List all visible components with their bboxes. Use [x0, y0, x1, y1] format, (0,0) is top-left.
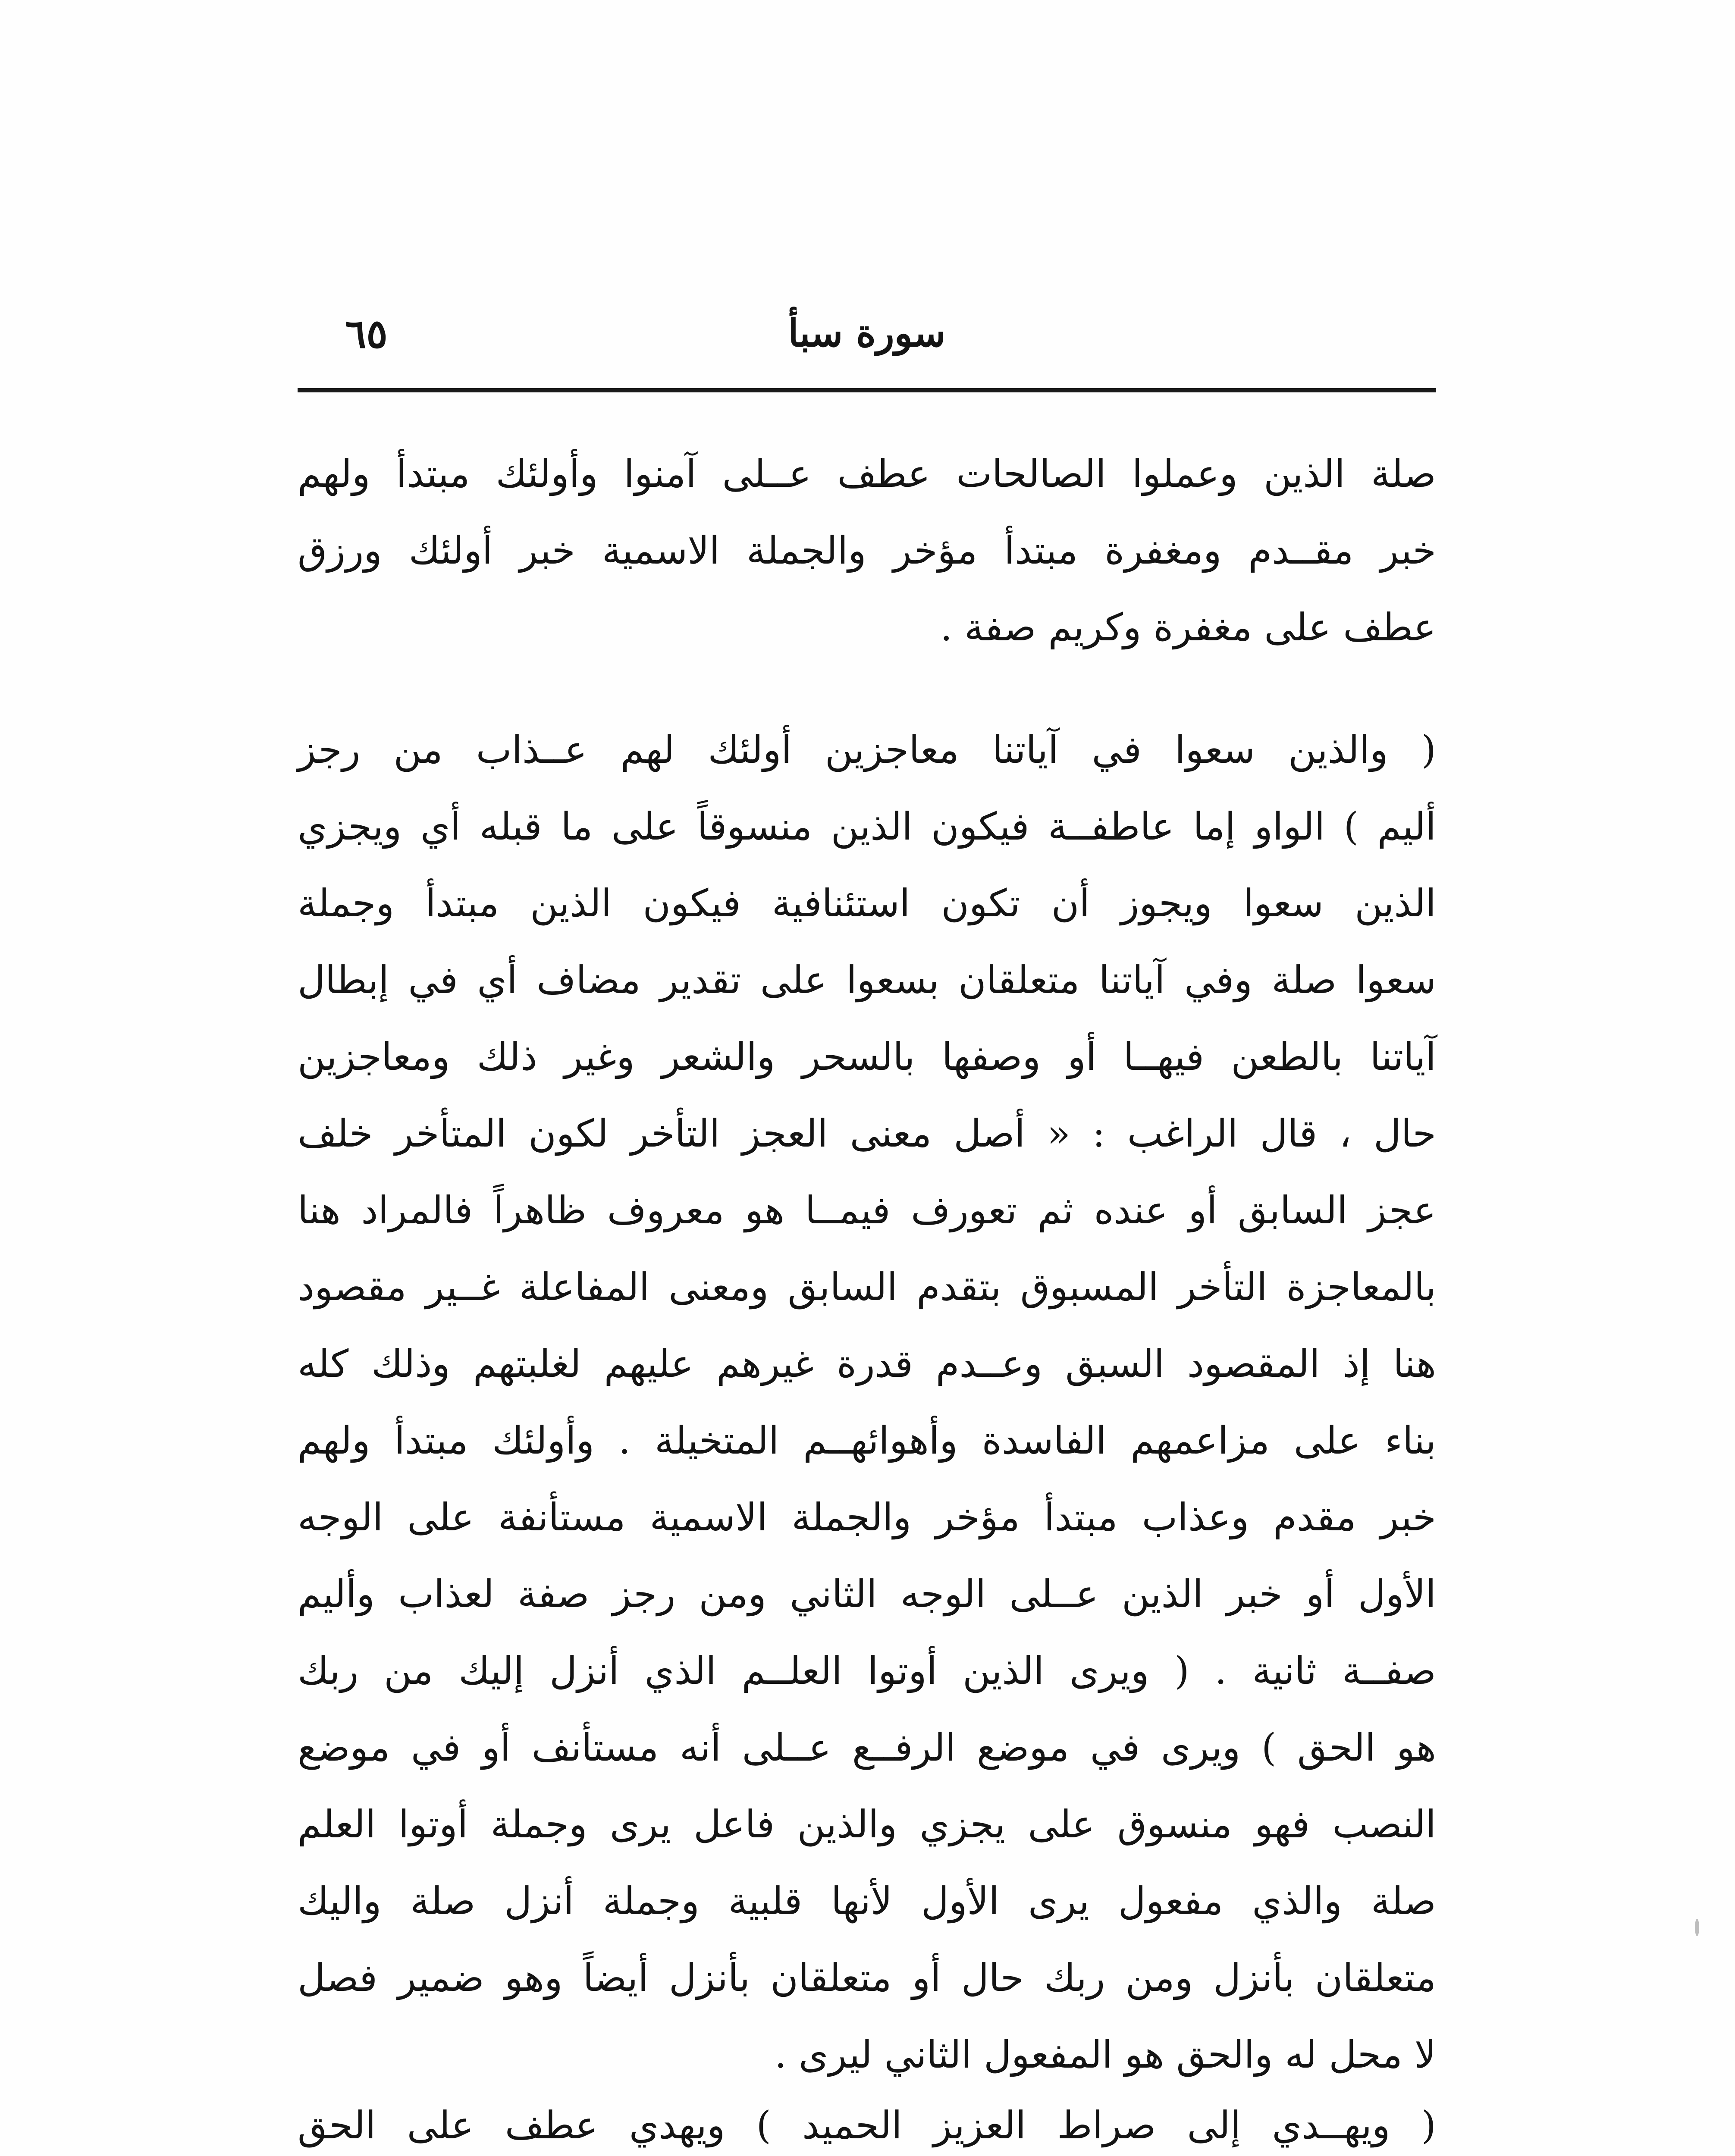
text-line: صلة الذين وعملوا الصالحات عطف عــلى آمنوا وأولئك مبتدأ ولهم — [298, 451, 1436, 496]
scan-speck — [1695, 1919, 1699, 1936]
running-title: سورة سبأ — [788, 310, 946, 355]
paragraph-1 — [298, 436, 1436, 666]
text-line: لا محل له والحق هو المفعول الثاني ليرى . — [774, 2032, 1436, 2077]
text-line: بالمعاجزة التأخر المسبوق بتقدم السابق ومعنى المفاعلة غــير مقصود — [298, 1265, 1436, 1309]
text-line: الذين سعوا ويجوز أن تكون استئنافية فيكون الذين مبتدأ وجملة — [298, 881, 1436, 925]
text-line: سعوا صلة وفي آياتنا متعلقان بسعوا على تقدير مضاف أي في إبطال — [298, 958, 1436, 1002]
header-rule — [298, 388, 1436, 392]
text-line: النصب فهو منسوق على يجزي والذين فاعل يرى وجملة أوتوا العلم — [298, 1802, 1436, 1846]
paragraph-3 — [298, 2087, 1436, 2156]
text-line: خبر مقدم وعذاب مبتدأ مؤخر والجملة الاسمية مستأنفة على الوجه — [298, 1495, 1436, 1539]
text-line: آياتنا بالطعن فيهــا أو وصفها بالسحر والشعر وغير ذلك ومعاجزين — [298, 1034, 1436, 1079]
text-line: حال ، قال الراغب : « أصل معنى العجز التأخر لكون المتأخر خلف — [298, 1111, 1436, 1156]
text-line: متعلقان بأنزل ومن ربك حال أو متعلقان بأنزل أيضاً وهو ضمير فصل — [298, 1955, 1436, 2000]
text-line: هو الحق ) ويرى في موضع الرفــع عــلى أنه مستأنف أو في موضع — [298, 1725, 1436, 1770]
text-line: بناء على مزاعمهم الفاسدة وأهوائهــم المتخيلة . وأولئك مبتدأ ولهم — [298, 1418, 1436, 1463]
text-line: خبر مقــدم ومغفرة مبتدأ مؤخر والجملة الاسمية خبر أولئك ورزق — [298, 528, 1436, 573]
text-line: الأول أو خبر الذين عــلى الوجه الثاني ومن رجز صفة لعذاب وأليم — [298, 1572, 1436, 1616]
text-line: هنا إذ المقصود السبق وعــدم قدرة غيرهم عليهم لغلبتهم وذلك كله — [298, 1341, 1436, 1386]
paragraph-2 — [298, 711, 1436, 2093]
text-line: ( ويهــدي إلى صراط العزيز الحميد ) ويهدي عطف على الحق — [298, 2103, 1436, 2147]
text-line: ( والذين سعوا في آياتنا معاجزين أولئك لهم عــذاب من رجز — [298, 727, 1436, 772]
text-line: عطف على مغفرة وكريم صفة . — [940, 605, 1436, 649]
page-number: ٦٥ — [345, 310, 388, 357]
page-header — [298, 302, 1436, 371]
text-line: عجز السابق أو عنده ثم تعورف فيمــا هو معروف ظاهراً فالمراد هنا — [298, 1188, 1436, 1232]
text-line: صلة والذي مفعول يرى الأول لأنها قلبية وجملة أنزل صلة واليك — [298, 1879, 1436, 1923]
text-line: أليم ) الواو إما عاطفــة فيكون الذين منسوقاً على ما قبله أي ويجزي — [298, 804, 1436, 849]
text-line: صفــة ثانية . ( ويرى الذين أوتوا العلــم الذي أنزل إليك من ربك — [298, 1648, 1436, 1693]
